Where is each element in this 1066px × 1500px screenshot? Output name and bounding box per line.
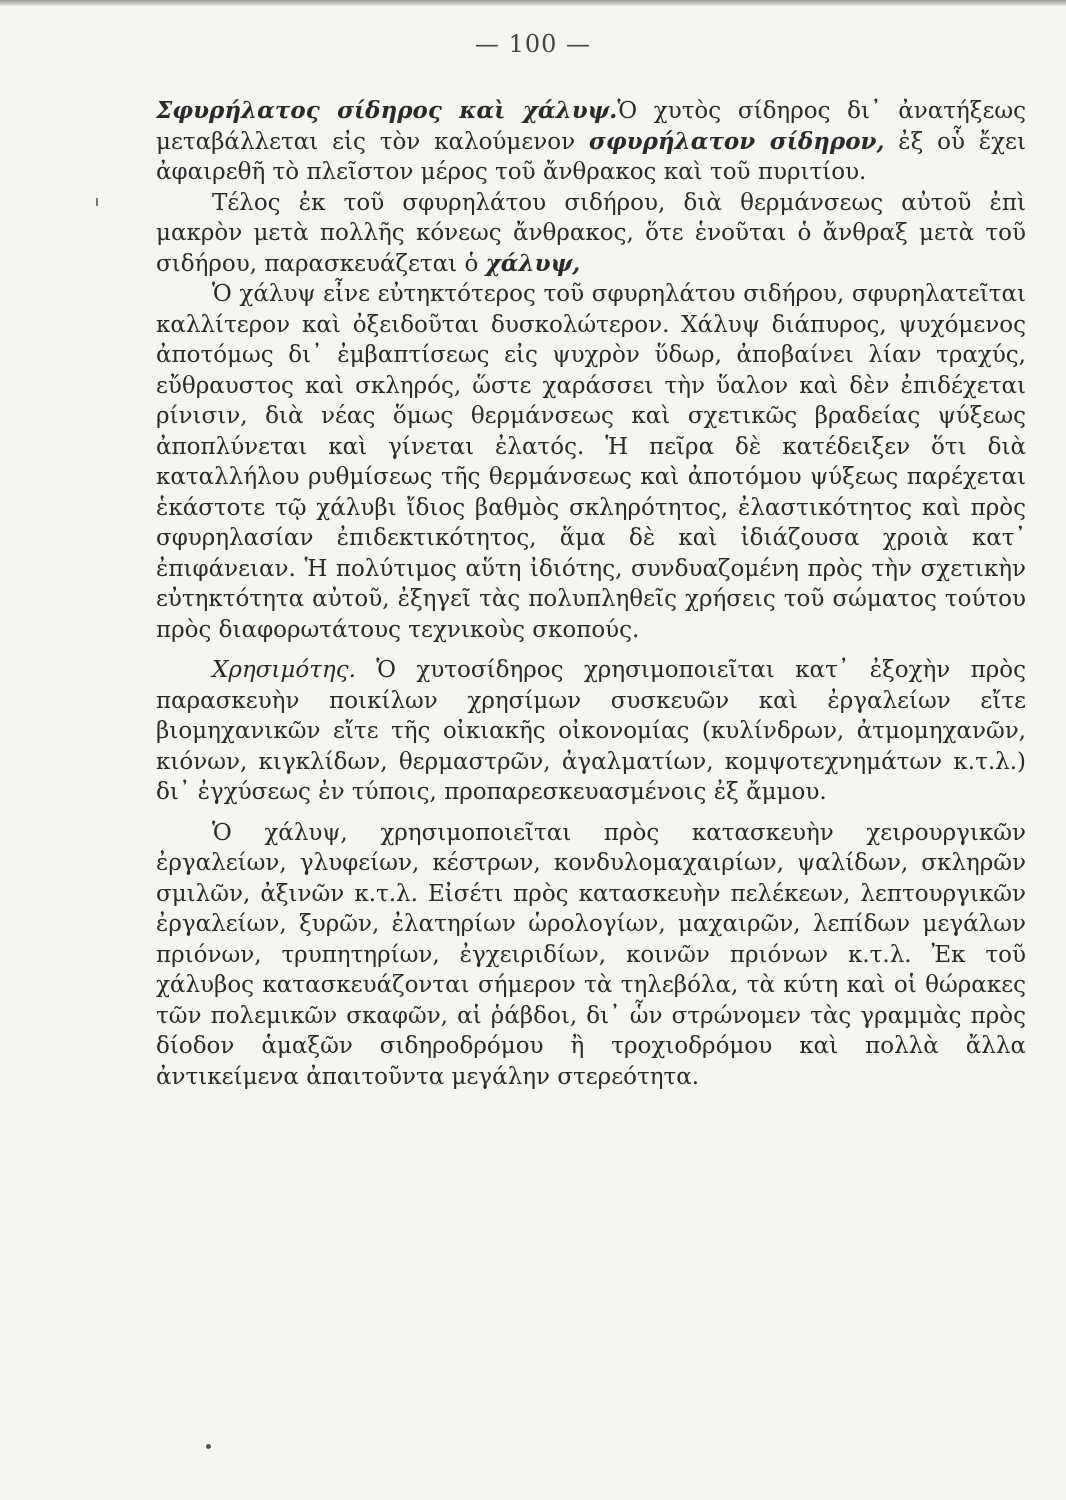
- paragraph-text: Ὁ χυτὸς σίδηρος δι᾽ ἀνατήξεως μεταβάλλεται εἰς τὸν καλούμενον: [156, 98, 1026, 155]
- paragraph-spacer: [156, 808, 1026, 818]
- term-steel: χάλυψ,: [485, 249, 581, 277]
- paragraph-usefulness: [156, 655, 1026, 808]
- paragraph-steel-production: [156, 188, 1026, 280]
- paragraph-text: Ὁ χάλυψ εἶνε εὐτηκτότερος τοῦ σφυρηλάτου σιδήρου, σφυρηλατεῖται καλλίτερον καὶ ὀξειδοῦται δυσκολώτερον. Χάλυψ διάπυρος, ψυχόμενος ἀποτόμως δι᾽ ἐμβαπτίσεως εἰς ψυχρὸν ὕδωρ, ἀποβαίνει λίαν τραχύς, εὔθραυστος καὶ σκληρός, ὥστε χαράσσει τὴν ὕαλον καὶ δὲν ἐπιδέχεται ρίνισιν, διὰ νέας ὅμως θερμάνσεως καὶ σχετικῶς βραδείας ψύξεως ἀποπλύνεται καὶ γίνεται ἐλατός. Ἡ πεῖρα δὲ κατέδειξεν ὅτι διὰ καταλλήλου ρυθμίσεως τῆς θερμάνσεως καὶ ἀποτόμου ψύξεως παρέχεται ἑκάστοτε τῷ χάλυβι ἴδιος βαθμὸς σκληρότητος, ἐλαστικότητος καὶ πρὸς σφυρηλασίαν ἐπιδεκτικότητος, ἅμα δὲ καὶ ἰδιάζουσα χροιὰ κατ᾽ ἐπιφάνειαν. Ἡ πολύτιμος αὕτη ἰδιότης, συνδυαζομένη πρὸς τὴν σχετικὴν εὐτηκτότητα αὐτοῦ, ἐξηγεῖ τὰς πολυπληθεῖς χρήσεις τοῦ σώματος τούτου πρὸς διαφορωτάτους τεχνικοὺς σκοπούς.: [156, 281, 1026, 643]
- section-heading-wrought-iron-steel: Σφυρήλατος σίδηρος καὶ χάλυψ.: [156, 97, 618, 124]
- paragraph-text: Ὁ χυτοσίδηρος χρησιμοποιεῖται κατ᾽ ἐξοχὴν πρὸς παρασκευὴν ποικίλων χρησίμων συσκευῶν καὶ ἐργαλείων εἴτε βιομηχανικῶν εἴτε τῆς οἰκιακῆς οἰκονομίας (κυλίνδρων, ἀτμομηχανῶν, κιόνων, κιγκλίδων, θερμαστρῶν, ἀγαλματίων, κομψοτεχνημάτων κ.τ.λ.) δι᾽ ἐγχύσεως ἐν τύποις, προπαρεσκευασμένοις ἐξ ἄμμου.: [156, 657, 1026, 805]
- paragraph-text: ἐξ οὗ ἔχει ἀφαιρεθῆ τὸ πλεῖστον μέρος τοῦ ἄνθρακος καὶ τοῦ πυριτίου.: [156, 128, 1026, 185]
- page-number: — 100 —: [474, 30, 592, 58]
- term-wrought-iron: σφυρήλατον σίδηρον,: [588, 127, 885, 155]
- paragraph-text: Τέλος ἐκ τοῦ σφυρηλάτου σιδήρου, διὰ θερμάνσεως αὐτοῦ ἐπὶ μακρὸν μετὰ πολλῆς κόνεως ἄνθρακος, ὅτε ἑνοῦται ὁ ἄνθραξ μετὰ τοῦ σιδήρου, παρασκευάζεται ὁ: [156, 189, 1026, 277]
- paragraph-wrought-iron-steel: [156, 96, 1026, 188]
- margin-mark: [96, 198, 98, 206]
- ink-dot: [206, 1444, 211, 1449]
- paragraph-steel-properties: [156, 279, 1026, 645]
- body-text: [156, 96, 1026, 1092]
- page-top-edge: [0, 0, 1066, 6]
- paragraph-spacer: [156, 645, 1026, 655]
- paragraph-text: Ὁ χάλυψ, χρησιμοποιεῖται πρὸς κατασκευὴν χειρουργικῶν ἐργαλείων, γλυφείων, κέστρων, κονδυλομαχαιρίων, ψαλίδων, σκληρῶν σμιλῶν, ἀξινῶν κ.τ.λ. Εἰσέτι πρὸς κατασκευὴν πελέκεων, λεπτουργικῶν ἐργαλείων, ξυρῶν, ἐλατηρίων ὡρολογίων, μαχαιρῶν, λεπίδων μεγάλων πριόνων, τρυπητηρίων, ἐγχειριδίων, κοινῶν πριόνων κ.τ.λ. Ἐκ τοῦ χάλυβος κατασκευάζονται σήμερον τὰ τηλεβόλα, τὰ κύτη καὶ οἱ θώρακες τῶν πολεμικῶν σκαφῶν, αἱ ῥάβδοι, δι᾽ ὧν στρώνομεν τὰς γραμμὰς πρὸς δίοδον ἁμαξῶν σιδηροδρόμου ἢ τροχιοδρόμου καὶ πολλὰ ἄλλα ἀντικείμενα ἀπαιτοῦντα μεγάλην στερεότητα.: [156, 819, 1026, 1090]
- section-heading-usefulness: Χρησιμότης.: [212, 657, 356, 683]
- paragraph-steel-uses: [156, 818, 1026, 1093]
